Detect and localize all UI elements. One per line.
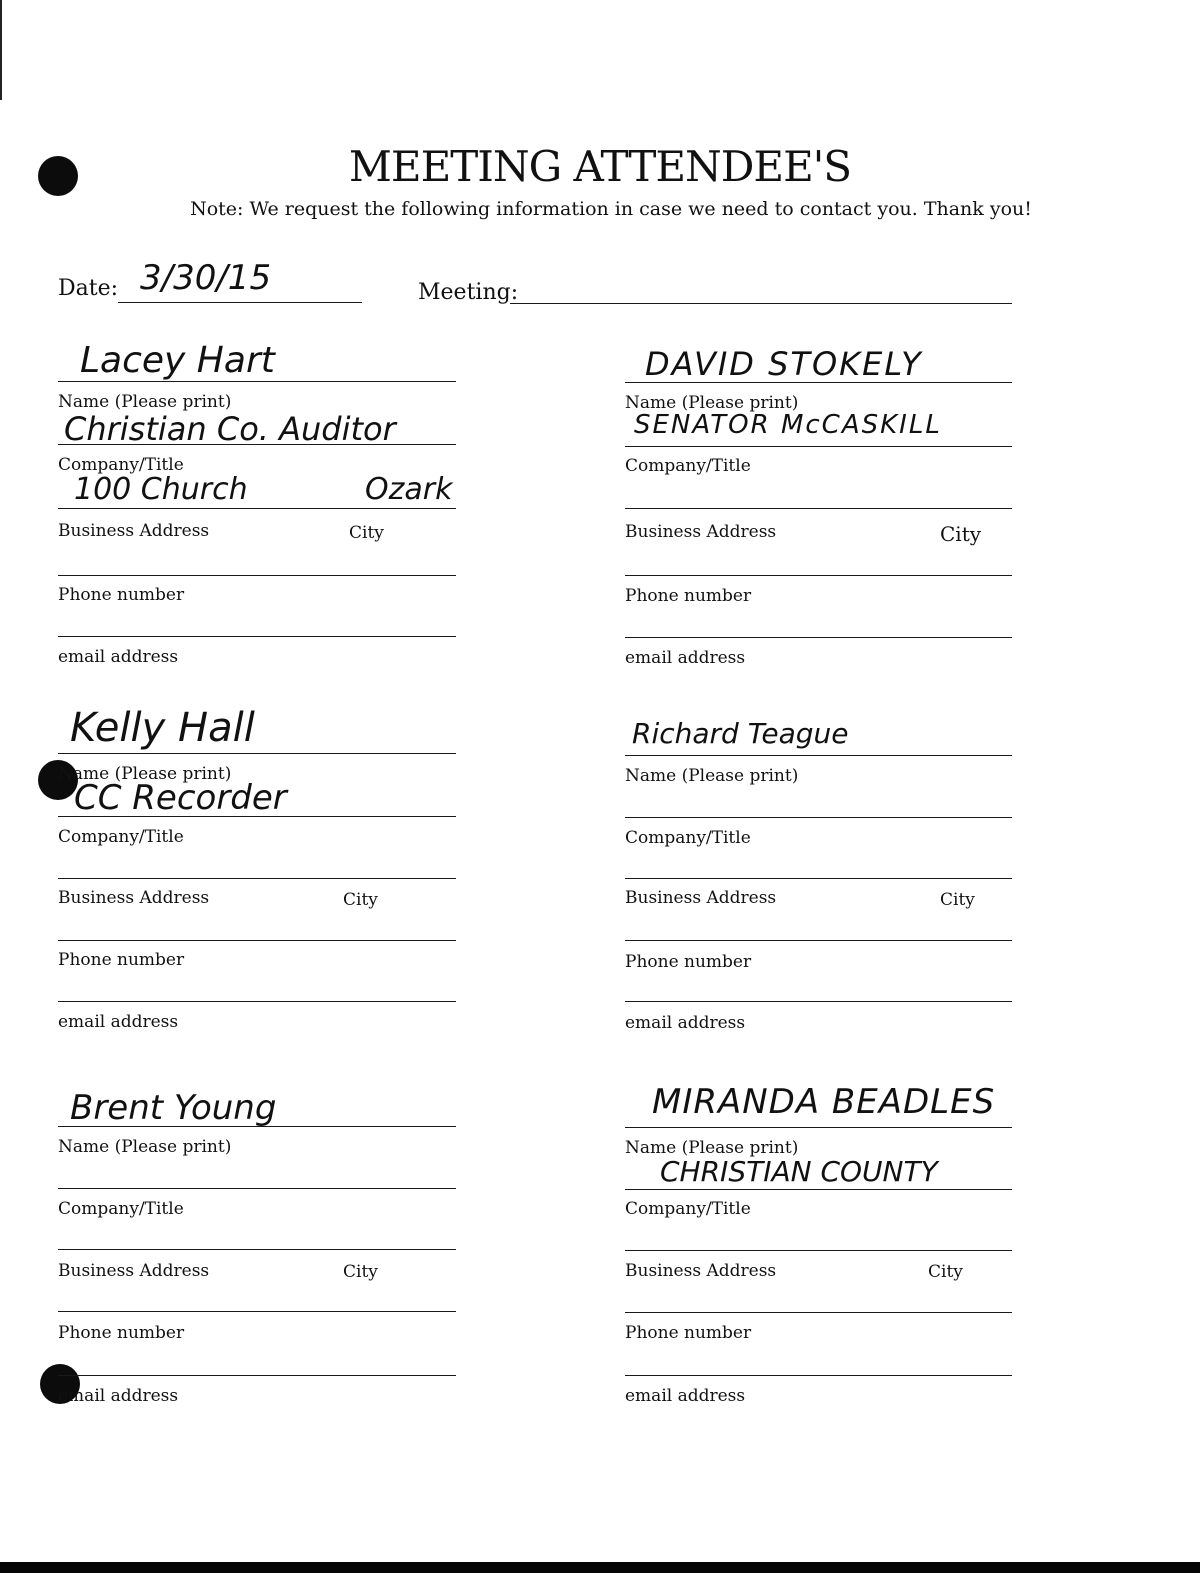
attendee-company-value[interactable]: SENATOR McCASKILL [634,410,942,440]
name-label: Name (Please print) [58,392,232,412]
email-line [625,1001,1012,1002]
phone-label: Phone number [625,952,752,972]
attendee-company-value[interactable]: CHRISTIAN COUNTY [660,1155,938,1188]
name-label: Name (Please print) [58,1137,232,1157]
company-line [625,446,1012,447]
phone-label: Phone number [58,1323,185,1343]
phone-label: Phone number [58,585,185,605]
address-label: Business Address [625,888,777,908]
page-note: Note: We request the following information in case we need to contact you. Thank you! [190,198,1032,220]
phone-label: Phone number [625,1323,752,1343]
address-label: Business Address [58,888,210,908]
name-line [625,755,1012,756]
phone-line [625,1312,1012,1313]
email-label: email address [58,1012,179,1032]
date-value[interactable]: 3/30/15 [140,258,272,298]
attendee-company-value[interactable]: Christian Co. Auditor [64,410,396,448]
address-label: Business Address [58,1261,210,1281]
phone-label: Phone number [625,586,752,606]
email-label: email address [625,1386,746,1406]
email-label: email address [58,1386,179,1406]
address-line [625,1250,1012,1251]
name-line [58,753,456,754]
phone-line [625,940,1012,941]
email-line [58,1375,456,1376]
company-label: Company/Title [625,828,751,848]
attendee-name-value[interactable]: Richard Teague [632,717,849,750]
name-line [58,1126,456,1127]
phone-line [625,575,1012,576]
company-label: Company/Title [625,1199,751,1219]
attendee-name-value[interactable]: MIRANDA BEADLES [652,1082,996,1122]
attendee-name-value[interactable]: Lacey Hart [80,340,275,381]
email-label: email address [58,647,179,667]
name-line [58,381,456,382]
page-title: MEETING ATTENDEE'S [348,142,852,191]
date-label: Date: [58,276,119,301]
email-label: email address [625,648,746,668]
phone-label: Phone number [58,950,185,970]
address-line [625,878,1012,879]
city-label: City [343,890,378,910]
address-line [58,508,456,509]
email-line [625,637,1012,638]
company-label: Company/Title [625,456,751,476]
attendee-address-value[interactable]: 100 Church [74,472,248,507]
attendee-name-value[interactable]: Brent Young [70,1088,277,1128]
name-label: Name (Please print) [625,393,799,413]
email-label: email address [625,1013,746,1033]
name-label: Name (Please print) [625,1138,799,1158]
address-label: Business Address [58,521,210,541]
name-label: Name (Please print) [58,764,232,784]
email-line [58,1001,456,1002]
company-line [625,817,1012,818]
city-label: City [928,1262,963,1282]
phone-line [58,1311,456,1312]
email-line [625,1375,1012,1376]
name-line [625,1127,1012,1128]
attendee-name-value[interactable]: DAVID STOKELY [645,345,923,383]
meeting-label: Meeting: [418,280,519,305]
meeting-line [510,303,1012,304]
company-label: Company/Title [58,827,184,847]
email-line [58,636,456,637]
company-line [625,1189,1012,1190]
name-label: Name (Please print) [625,766,799,786]
scan-bottom-edge [0,1562,1200,1573]
city-label: City [343,1262,378,1282]
name-line [625,382,1012,383]
company-line [58,444,456,445]
company-label: Company/Title [58,455,184,475]
attendee-name-value[interactable]: Kelly Hall [70,705,255,751]
scan-edge [0,0,2,100]
date-line [118,302,362,303]
city-label: City [940,890,975,910]
address-line [625,508,1012,509]
company-line [58,1188,456,1189]
company-label: Company/Title [58,1199,184,1219]
phone-line [58,940,456,941]
address-label: Business Address [625,522,777,542]
phone-line [58,575,456,576]
attendee-company-value[interactable]: CC Recorder [74,778,287,818]
city-label: City [349,523,384,543]
address-line [58,878,456,879]
attendee-city-value[interactable]: Ozark [365,472,453,507]
address-label: Business Address [625,1261,777,1281]
address-line [58,1249,456,1250]
company-line [58,816,456,817]
city-label: City [940,522,982,546]
